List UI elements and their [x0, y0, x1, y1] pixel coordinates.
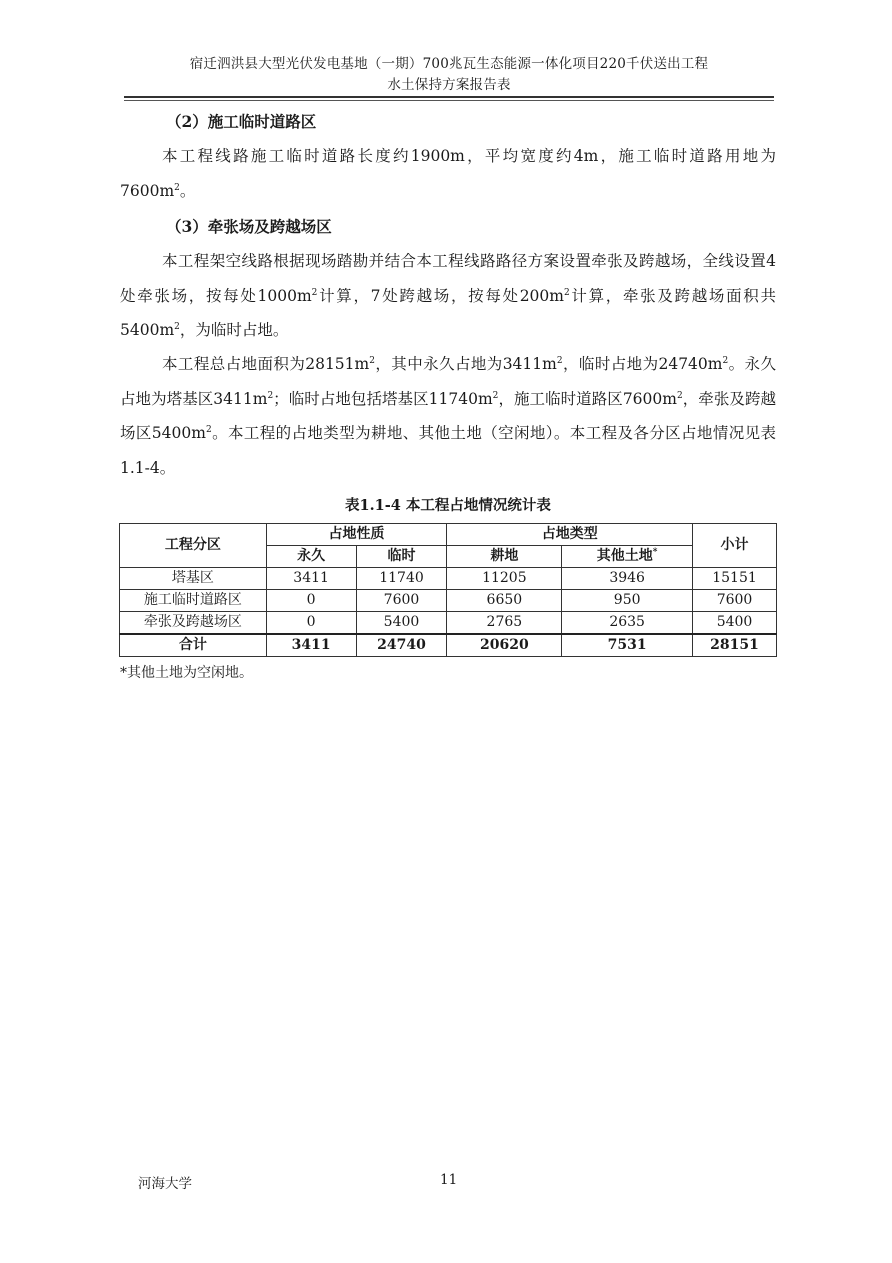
footer-organization: 河海大学 — [138, 1176, 192, 1192]
header-rule-thin — [124, 100, 774, 101]
page-header — [124, 54, 774, 96]
cell-subtotal: 15151 — [693, 568, 777, 590]
cell-zone: 合计 — [120, 634, 267, 657]
header-land-nature: 占地性质 — [266, 524, 447, 546]
cell-other-land: 2635 — [562, 612, 693, 635]
cell-farmland: 11205 — [447, 568, 562, 590]
cell-subtotal: 5400 — [693, 612, 777, 635]
cell-permanent: 3411 — [266, 568, 356, 590]
cell-farmland: 2765 — [447, 612, 562, 635]
cell-farmland: 20620 — [447, 634, 562, 657]
table-row — [120, 612, 777, 635]
land-use-table — [119, 523, 777, 657]
paragraph-tension-field: 本工程架空线路根据现场踏勘并结合本工程线路路径方案设置牵张及跨越场，全线设置4处牵张场，按每处$1000m^2$计算，7处跨越场，按每处$200m^2$计算，牵张及跨越场面积共$5400m^2$，为临时占地。 — [120, 252, 776, 339]
table-total-row — [120, 634, 777, 657]
header-farmland: 耕地 — [447, 546, 562, 568]
cell-other-land: 3946 — [562, 568, 693, 590]
header-project-title: 宿迁泗洪县大型光伏发电基地（一期）700兆瓦生态能源一体化项目220千伏送出工程 — [189, 56, 709, 72]
cell-other-land: 7531 — [562, 634, 693, 657]
section-heading-temp-road: （2）施工临时道路区 — [166, 112, 317, 131]
header-report-title: 水土保持方案报告表 — [387, 77, 511, 93]
page-number: 11 — [440, 1172, 458, 1188]
cell-temporary: 11740 — [356, 568, 447, 590]
header-rule-thick — [124, 96, 774, 98]
section-heading-tension-field: （3）牵张场及跨越场区 — [166, 217, 332, 236]
cell-permanent: 0 — [266, 590, 356, 612]
table-caption: 表1.1-4 本工程占地情况统计表 — [345, 497, 551, 514]
cell-subtotal: 28151 — [693, 634, 777, 657]
paragraph-temp-road: 本工程线路施工临时道路长度约1900m，平均宽度约4m，施工临时道路用地为$7600m^2$。 — [120, 147, 776, 200]
cell-other-land: 950 — [562, 590, 693, 612]
header-other-land: 其他土地* — [562, 546, 693, 568]
cell-zone: 塔基区 — [120, 568, 267, 590]
cell-permanent: 3411 — [266, 634, 356, 657]
header-permanent: 永久 — [266, 546, 356, 568]
cell-zone: 施工临时道路区 — [120, 590, 267, 612]
cell-zone: 牵张及跨越场区 — [120, 612, 267, 635]
cell-farmland: 6650 — [447, 590, 562, 612]
cell-temporary: 24740 — [356, 634, 447, 657]
cell-subtotal: 7600 — [693, 590, 777, 612]
header-subtotal: 小计 — [693, 524, 777, 568]
header-zone: 工程分区 — [120, 524, 267, 568]
table-row — [120, 590, 777, 612]
header-temporary: 临时 — [356, 546, 447, 568]
table-row — [120, 568, 777, 590]
header-land-type: 占地类型 — [447, 524, 693, 546]
table-footnote: *其他土地为空闲地。 — [120, 665, 253, 681]
cell-temporary: 7600 — [356, 590, 447, 612]
cell-permanent: 0 — [266, 612, 356, 635]
cell-temporary: 5400 — [356, 612, 447, 635]
paragraph-land-summary: 本工程总占地面积为$28151m^2$，其中永久占地为$3411m^2$，临时占地为$24740m^2$。永久占地为塔基区$3411m^2$；临时占地包括塔基区$11740m^2$，施工临时道路区$7600m^2$，牵张及跨越场区$5400m^2$。本工程的占地类型为耕地、其他土地（空闲地）。本工程及各分区占地情况见表1.1-4。 — [120, 355, 776, 477]
